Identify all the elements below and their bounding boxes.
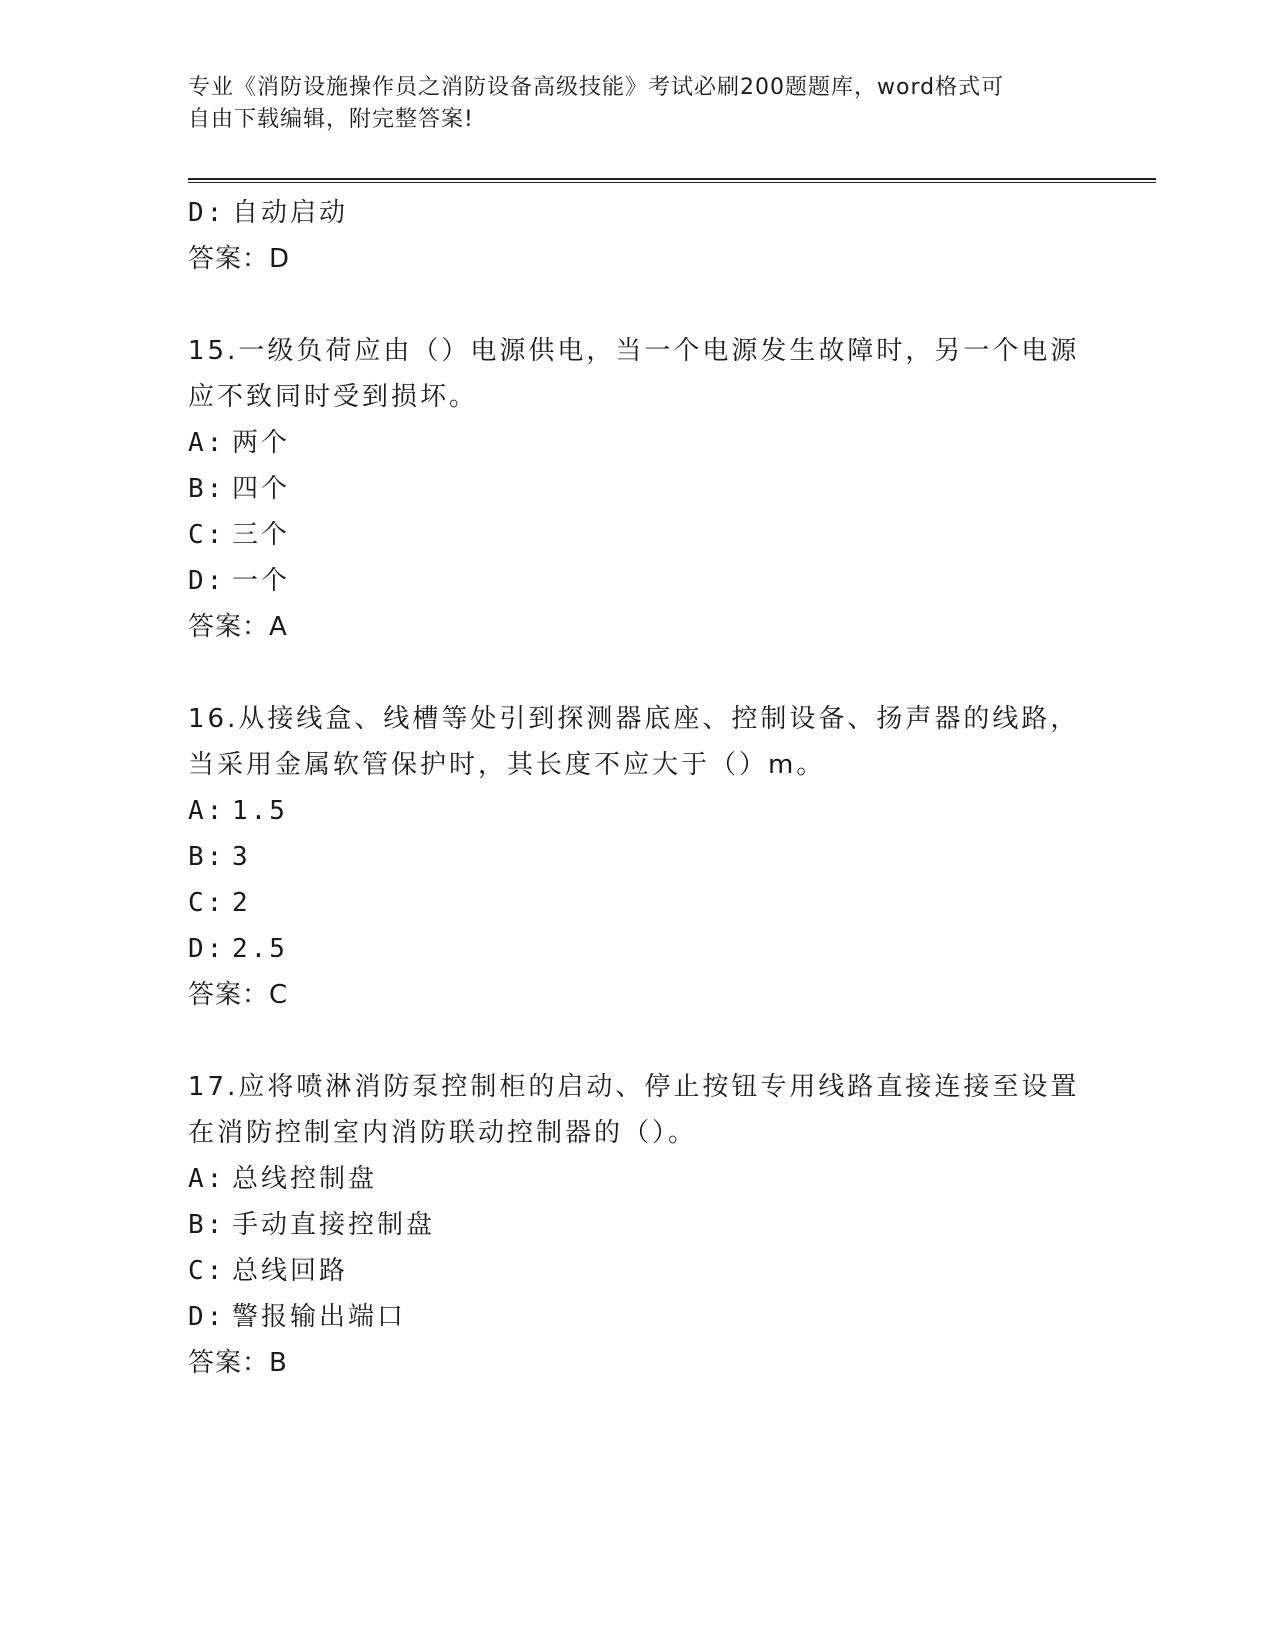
question-16 [188,696,1088,1018]
option-c [188,880,1088,926]
question-stem-line: 在消防控制室内消防联动控制器的（）。 [188,1118,698,1148]
option-text: 四个 [232,474,291,504]
question-stem-line: 当采用金属软管保护时，其长度不应大于（）m。 [188,750,826,780]
option-label: D: [188,934,226,964]
option-d [188,190,1088,236]
option-a [188,1156,1088,1202]
document-header [188,72,1088,136]
option-label: D: [188,566,226,596]
option-text: 警报输出端口 [232,1302,407,1332]
option-text: 1.5 [232,796,288,826]
option-b [188,1202,1088,1248]
option-label: D: [188,198,226,228]
option-text: 2 [232,888,251,918]
option-b [188,834,1088,880]
option-c [188,512,1088,558]
question-stem-line: 16.从接线盒、线槽等处引到探测器底座、控制设备、扬声器的线路， [188,704,1080,734]
spacer [188,650,1088,696]
header-line-1: 专业《消防设施操作员之消防设备高级技能》考试必刷200题题库，word格式可 [188,75,1005,100]
option-label: A: [188,796,226,826]
option-d [188,1294,1088,1340]
question-15 [188,328,1088,650]
answer-line: 答案：A [188,612,288,642]
option-label: B: [188,474,226,504]
option-b [188,466,1088,512]
question-list [188,190,1088,1386]
option-label: A: [188,1164,226,1194]
option-text: 自动启动 [232,198,349,228]
option-label: C: [188,520,226,550]
option-label: C: [188,888,226,918]
question-stem-line: 15.一级负荷应由（）电源供电，当一个电源发生故障时，另一个电源 [188,336,1080,366]
option-a [188,788,1088,834]
option-text: 两个 [232,428,291,458]
option-d [188,558,1088,604]
option-c [188,1248,1088,1294]
option-label: A: [188,428,226,458]
answer-line: 答案：C [188,980,289,1010]
option-text: 2.5 [232,934,288,964]
spacer [188,1018,1088,1064]
option-text: 一个 [232,566,291,596]
option-text: 总线控制盘 [232,1164,378,1194]
previous-question-tail [188,190,1088,282]
header-divider [188,178,1156,183]
option-label: C: [188,1256,226,1286]
option-text: 三个 [232,520,291,550]
option-text: 3 [232,842,251,872]
option-label: D: [188,1302,226,1332]
spacer [188,282,1088,328]
option-d [188,926,1088,972]
question-stem-line: 17.应将喷淋消防泵控制柜的启动、停止按钮专用线路直接连接至设置 [188,1072,1080,1102]
option-label: B: [188,842,226,872]
answer-line: 答案：D [188,244,291,274]
option-label: B: [188,1210,226,1240]
answer-line: 答案：B [188,1348,288,1378]
question-17 [188,1064,1088,1386]
question-stem-line: 应不致同时受到损坏。 [188,382,479,412]
option-a [188,420,1088,466]
option-text: 总线回路 [232,1256,349,1286]
option-text: 手动直接控制盘 [232,1210,436,1240]
header-line-2: 自由下载编辑，附完整答案! [188,107,474,132]
